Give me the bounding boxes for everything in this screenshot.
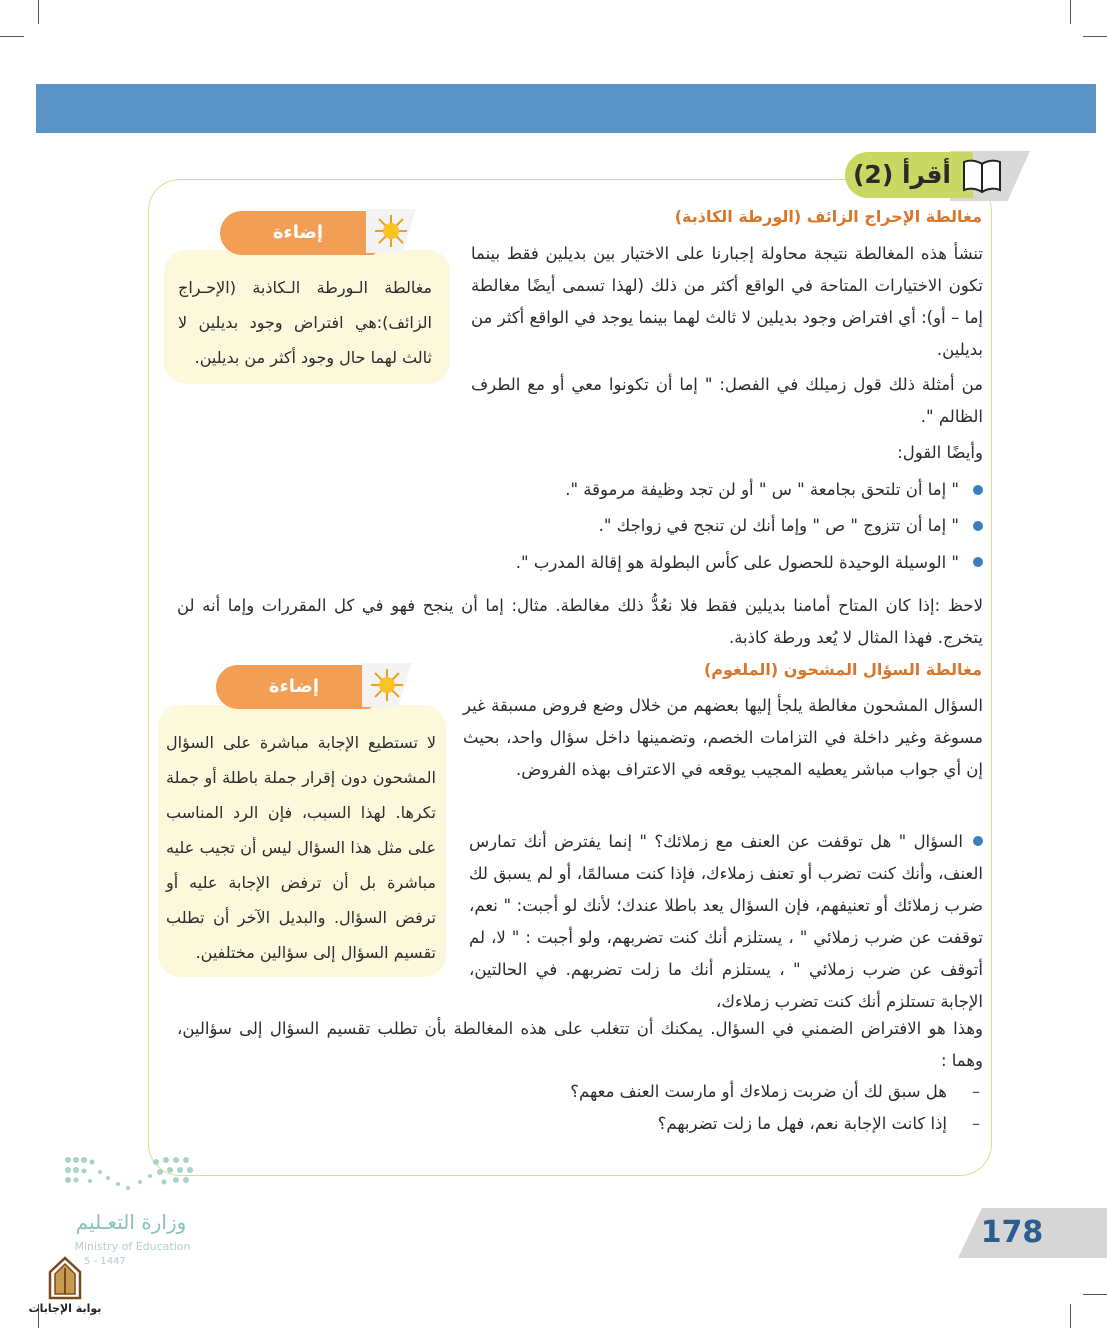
fallacy2-example: السؤال " هل توقفت عن العنف مع زملائك؟ " إنما يفترض أنك تمارس العنف، وأنك كنت تضرب أو تعنف زملاءك، فإذا كنت مسالمًا، أو لم يسبق لك ضرب زملائك أو تعنيفهم، فإن السؤال يعد باطلا عندك؛ لأنك لو أجبت: " نعم، توقفت عن ضرب زملائي " ، يستلزم أنك كنت تضربهم، ولو أجبت : " لا، لم أتوقف عن ضرب زملائي " ، يستلزم أنك ما زلت تضربهم. في الحالتين، الإجابة تستلزم أنك كنت تضرب زملاءك، <box>469 832 983 1011</box>
sidebox2-text: لا تستطيع الإجابة مباشرة على السؤال المشحون دون إقرار جملة باطلة أو جملة تكرها. لهذا السبب، فإن الرد المناسب على مثل هذا السؤال ليس أن تجيب عليه مباشرة بل أن ترفض الإجابة عليه أو ترفض السؤال. والبديل الآخر أن تطلب تقسيم السؤال إلى سؤالين مختلفين. <box>166 733 436 962</box>
sidebox2-label: إضاءة <box>216 665 372 709</box>
fallacy1-example: من أمثلة ذلك قول زميلك في الفصل: " إما أن تكونوا معي أو مع الطرف الظالم ". <box>471 375 983 426</box>
fallacy2-implicit-assumption: وهذا هو الافتراض الضمني في السؤال. يمكنك أن تتغلب على هذه المغالطة بأن تطلب تقسيم السؤال إلى سؤالين، وهما : <box>177 1019 983 1070</box>
bullet-dot <box>973 485 983 495</box>
fallacy2-heading: مغالطة السؤال المشحون (الملغوم) <box>703 660 982 679</box>
sun-icon <box>362 663 412 707</box>
fallacy2-definition: السؤال المشحون مغالطة يلجأ إليها بعضهم من خلال وضع فروض مسبقة غير مسوغة وغير داخلة في التزامات الخصم، وتضمينها داخل سؤال واحد، بحيث إن أي جواب مباشر يعطيه المجيب يوقعه في الاعتراف بهذه الفروض. <box>463 696 983 779</box>
sidebox2-panel <box>158 705 446 977</box>
edition-year: 5 - 1447 <box>84 1256 126 1267</box>
ministry-name-english: Ministry of Education <box>74 1240 191 1253</box>
fallacy2-question: إذا كانت الإجابة نعم، فهل ما زلت تضربهم؟ <box>657 1114 947 1133</box>
fallacy1-heading: مغالطة الإحراج الزائف (الورطة الكاذبة) <box>674 207 982 226</box>
dash-marker: – <box>972 1082 980 1101</box>
crop-mark <box>1070 1304 1071 1328</box>
fallacy1-bullet: " الوسيلة الوحيدة للحصول على كأس البطولة هو إقالة المدرب ". <box>515 553 959 572</box>
fallacy1-definition: تنشأ هذه المغالطة نتيجة محاولة إجبارنا على الاختيار بين بديلين فقط بينما تكون الاختيارات المتاحة في الواقع أكثر من ذلك (لهذا تسمى أيضًا مغالطة إما – أو): أي افتراض وجود بديلين لا ثالث لهما بينما يوجد في الواقع أكثر من بديلين. <box>471 244 983 359</box>
bullet-dot <box>973 521 983 531</box>
fallacy1-bullet: " إما أن تتزوج " ص " وإما أنك لن تنجح في زواجك ". <box>598 516 959 535</box>
crop-mark <box>38 0 39 24</box>
section-title: أقرأ (2) <box>852 160 952 189</box>
open-book-icon <box>962 158 1002 194</box>
fallacy1-note: لاحظ :إذا كان المتاح أمامنا بديلين فقط فلا نعُدُّ ذلك مغالطة. مثال: إما أن ينجح فهو في كل المقررات وإما أنه لن يتخرج. فهذا المثال لا يُعد ورطة كاذبة. <box>177 596 983 647</box>
top-color-band <box>36 84 1096 133</box>
portal-logo-icon <box>44 1256 86 1302</box>
sidebox1-label: إضاءة <box>220 211 376 255</box>
sidebox1-panel <box>164 250 450 384</box>
crop-mark <box>0 36 24 37</box>
ministry-name-arabic: وزارة التعـليم <box>75 1210 187 1234</box>
fallacy1-also: وأيضًا القول: <box>897 443 983 462</box>
portal-name: بوابة الإجابات <box>28 1302 102 1315</box>
sun-icon <box>366 209 416 253</box>
sidebox1-text: مغالطة الـورطة الـكاذبة (الإحـراج الزائف):هي افتراض وجود بديلين لا ثالث لهما حال وجود أكثر من بديلين. <box>178 278 432 367</box>
dash-marker: – <box>972 1114 980 1133</box>
bullet-dot <box>973 557 983 567</box>
page-number: 178 <box>980 1215 1044 1250</box>
fallacy1-bullet: " إما أن تلتحق بجامعة " س " أو لن تجد وظيفة مرموقة ". <box>565 480 959 499</box>
fallacy2-question: هل سبق لك أن ضربت زملاءك أو مارست العنف معهم؟ <box>570 1082 947 1101</box>
crop-mark <box>1070 0 1071 24</box>
ministry-logo-dots <box>60 1152 200 1202</box>
crop-mark <box>1083 36 1107 37</box>
crop-mark <box>1083 1294 1107 1295</box>
